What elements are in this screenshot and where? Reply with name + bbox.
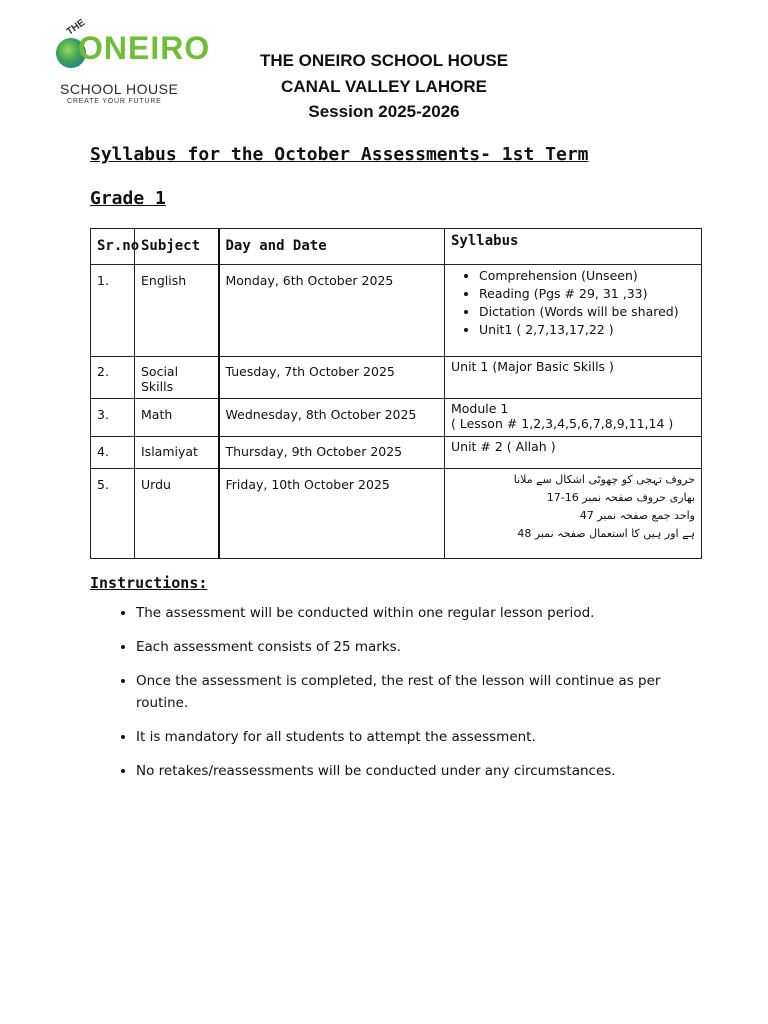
page-title: Syllabus for the October Assessments- 1st Term <box>90 144 589 165</box>
cell-subject: Islamiyat <box>135 437 219 469</box>
urdu-line: واحد جمع صفحہ نمبر 47 <box>579 509 695 522</box>
cell-srno: 4. <box>91 437 135 469</box>
header-srno: Sr.no <box>91 229 135 265</box>
cell-date: Tuesday, 7th October 2025 <box>219 357 445 399</box>
syllabus-item: • Reading (Pgs # 29, 31 ,33) <box>479 285 695 303</box>
cell-syllabus: Unit 1 (Major Basic Skills ) <box>445 357 702 399</box>
syllabus-line: Module 1 <box>451 401 509 416</box>
syllabus-item: • Unit1 ( 2,7,13,17,22 ) <box>479 321 695 339</box>
cell-srno: 3. <box>91 399 135 437</box>
cell-date: Friday, 10th October 2025 <box>219 469 445 559</box>
instruction-item: • It is mandatory for all students to attempt the assessment. <box>136 726 696 748</box>
table-row <box>91 437 702 469</box>
table-row <box>91 399 702 437</box>
header-date: Day and Date <box>219 229 445 265</box>
session: Session 2025-2026 <box>308 102 460 121</box>
cell-srno: 5. <box>91 469 135 559</box>
document-header <box>200 48 568 125</box>
cell-syllabus <box>445 399 702 437</box>
table-row <box>91 357 702 399</box>
instruction-item: • No retakes/reassessments will be conducted under any circumstances. <box>136 760 696 782</box>
urdu-line: حروف تہجی کو چھوٹی اشکال سے ملانا <box>513 473 695 486</box>
cell-subject: Math <box>135 399 219 437</box>
syllabus-line: ( Lesson # 1,2,3,4,5,6,7,8,9,11,14 ) <box>451 416 674 431</box>
cell-srno: 2. <box>91 357 135 399</box>
cell-syllabus <box>445 265 702 357</box>
cell-subject: Social Skills <box>135 357 219 399</box>
urdu-line: ہے اور ہیں کا استعمال صفحہ نمبر 48 <box>517 527 695 540</box>
table-header-row <box>91 229 702 265</box>
logo-name: ONEIRO <box>78 30 211 66</box>
syllabus-item: • Dictation (Words will be shared) <box>479 303 695 321</box>
header-syllabus: Syllabus <box>445 229 702 265</box>
logo-the-text: THE <box>64 17 88 38</box>
cell-subject: English <box>135 265 219 357</box>
instructions-list <box>112 602 696 794</box>
grade-heading: Grade 1 <box>90 188 166 209</box>
school-name: THE ONEIRO SCHOOL HOUSE <box>259 51 509 70</box>
cell-date: Wednesday, 8th October 2025 <box>219 399 445 437</box>
syllabus-item: • Comprehension (Unseen) <box>479 267 695 285</box>
header-subject: Subject <box>135 229 219 265</box>
cell-date: Thursday, 9th October 2025 <box>219 437 445 469</box>
school-location: CANAL VALLEY LAHORE <box>281 76 487 96</box>
syllabus-table <box>90 228 702 559</box>
cell-syllabus: Unit # 2 ( Allah ) <box>445 437 702 469</box>
instruction-item: • Once the assessment is completed, the rest of the lesson will continue as per routine. <box>136 670 696 714</box>
urdu-line: بھاری حروف صفحہ نمبر 16-17 <box>546 491 695 504</box>
table-row <box>91 265 702 357</box>
table-row <box>91 469 702 559</box>
cell-subject: Urdu <box>135 469 219 559</box>
instruction-item: • Each assessment consists of 25 marks. <box>136 636 696 658</box>
cell-syllabus-urdu <box>445 469 702 559</box>
logo-tagline: CREATE YOUR FUTURE <box>67 98 162 105</box>
instruction-item: • The assessment will be conducted within one regular lesson period. <box>136 602 696 624</box>
cell-date: Monday, 6th October 2025 <box>219 265 445 357</box>
logo-subtitle: SCHOOL HOUSE <box>60 81 179 97</box>
instructions-title: Instructions: <box>90 574 208 592</box>
cell-srno: 1. <box>91 265 135 357</box>
